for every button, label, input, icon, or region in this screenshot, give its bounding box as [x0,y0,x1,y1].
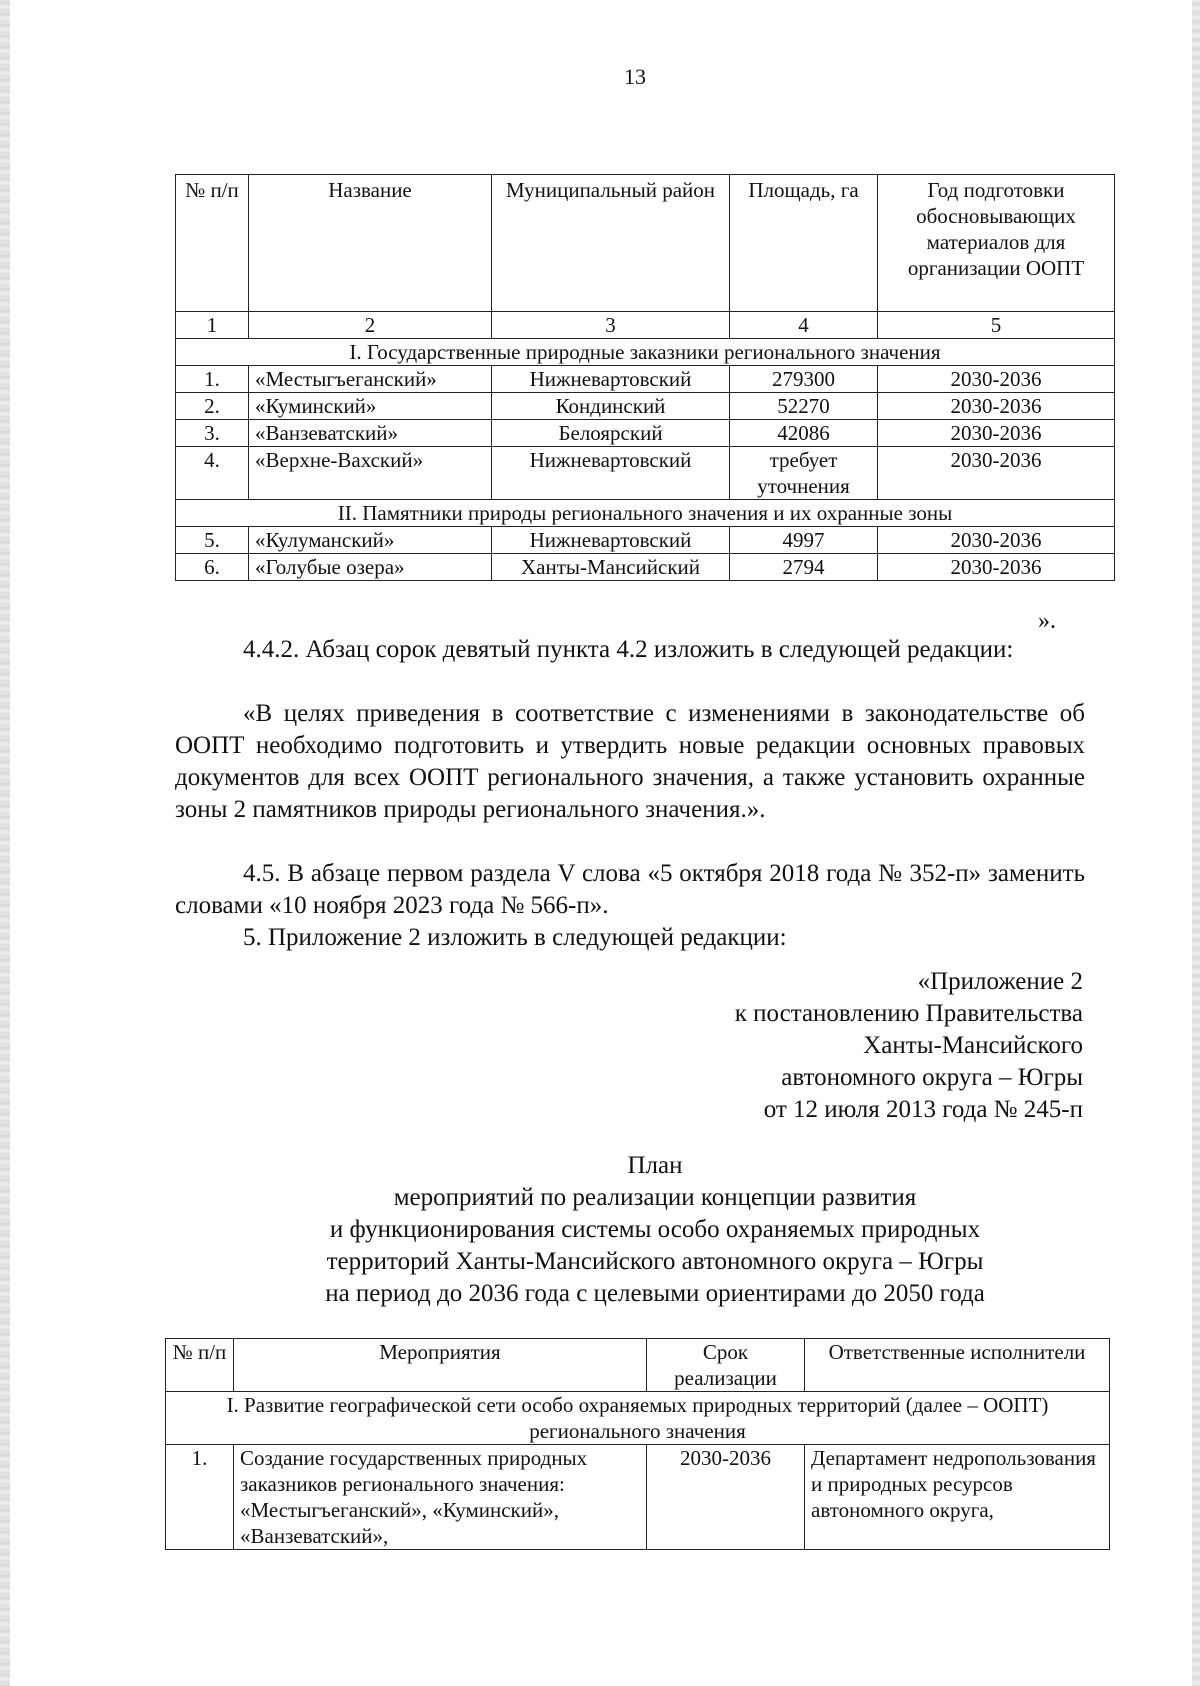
row-name: «Куминский» [249,393,492,420]
row-name: «Кулуманский» [249,527,492,554]
row-district: Нижневартовский [492,447,730,500]
row-activity: Создание государственных природных заказников регионального значения: «Местыгъеганский», «Куминский», «Ванзеватский», [234,1445,647,1550]
row-year: 2030-2036 [878,554,1115,581]
header-cell-number: № п/п [176,175,249,312]
header-cell-number: № п/п [166,1339,234,1392]
row-year: 2030-2036 [878,420,1115,447]
page-number: 13 [624,64,646,89]
column-number-row [176,312,1115,339]
row-number: 4. [176,447,249,500]
plan-title-line: на период до 2036 года с целевыми ориентирами до 2050 года [325,1280,985,1307]
plan-title-line: и функционирования системы особо охраняемых природных [329,1216,981,1243]
table-row [176,366,1115,393]
table-header-row [166,1339,1110,1392]
scan-edge-left [0,0,10,1686]
table-row [166,1445,1110,1550]
row-district: Нижневартовский [492,527,730,554]
row-area: требует уточнения [730,447,878,500]
header-cell-name: Название [249,175,492,312]
row-name: «Голубые озера» [249,554,492,581]
section-row [166,1392,1110,1445]
appendix-line: автономного округа – Югры [781,1064,1083,1091]
row-area: 42086 [730,420,878,447]
appendix-line: Ханты-Мансийского [863,1032,1083,1059]
plan-title-line: мероприятий по реализации концепции развития [393,1184,917,1211]
row-number: 5. [176,527,249,554]
header-cell-responsible: Ответственные исполнители [805,1339,1110,1392]
appendix-line: «Приложение 2 [917,968,1083,995]
protected-areas-table [175,174,1115,581]
plan-table [165,1338,1110,1550]
row-term: 2030-2036 [647,1445,805,1550]
column-number: 3 [492,312,730,339]
column-number: 5 [878,312,1115,339]
table-row [176,420,1115,447]
table-row [176,554,1115,581]
row-name: «Ванзеватский» [249,420,492,447]
row-area: 52270 [730,393,878,420]
appendix-reference [735,966,1083,1126]
plan-title-line: территорий Ханты-Мансийского автономного округа – Югры [326,1248,984,1275]
row-name: «Верхне-Вахский» [249,447,492,500]
row-number: 6. [176,554,249,581]
row-district: Белоярский [492,420,730,447]
row-area: 279300 [730,366,878,393]
header-cell-term: Срок реализации [647,1339,805,1392]
column-number: 2 [249,312,492,339]
section-heading: I. Государственные природные заказники регионального значения [176,339,1115,366]
table-row [176,447,1115,500]
header-cell-year: Год подготовки обосновывающих материалов для организации ООПТ [878,175,1115,312]
table-row [176,393,1115,420]
section-heading: II. Памятники природы регионального значения и их охранные зоны [176,500,1115,527]
appendix-line: от 12 июля 2013 года № 245-п [763,1096,1083,1123]
column-number: 4 [730,312,878,339]
row-district: Ханты-Мансийский [492,554,730,581]
column-number: 1 [176,312,249,339]
section-row [176,500,1115,527]
row-number: 3. [176,420,249,447]
row-number: 1. [176,366,249,393]
section-row [176,339,1115,366]
scan-edge-right [1192,0,1200,1686]
plan-title [175,1150,1135,1310]
header-cell-area: Площадь, га [730,175,878,312]
table-row [176,527,1115,554]
row-number: 1. [166,1445,234,1550]
table-header-row [176,175,1115,312]
row-year: 2030-2036 [878,447,1115,500]
row-responsible: Департамент недропользования и природных ресурсов автономного округа, [805,1445,1110,1550]
closing-quote: ». [1038,608,1056,634]
plan-title-line: План [627,1152,683,1179]
row-number: 2. [176,393,249,420]
row-district: Кондинский [492,393,730,420]
row-year: 2030-2036 [878,393,1115,420]
header-cell-district: Муниципальный район [492,175,730,312]
paragraph-quoted-text: «В целях приведения в соответствие с изменениями в законодательстве об ООПТ необходимо подготовить и утвердить новые редакции основных правовых документов для всех ООПТ регионального значения, а также установить охранные зоны 2 памятников природы регионального значения.». [175,700,1085,823]
row-name: «Местыгъеганский» [249,366,492,393]
row-area: 4997 [730,527,878,554]
row-district: Нижневартовский [492,366,730,393]
row-year: 2030-2036 [878,366,1115,393]
row-year: 2030-2036 [878,527,1115,554]
paragraph-4-5: 4.5. В абзаце первом раздела V слова «5 октября 2018 года № 352-п» заменить словами «10 ноября 2023 года № 566-п». [175,860,1085,919]
header-cell-activity: Мероприятия [234,1339,647,1392]
appendix-line: к постановлению Правительства [734,1000,1083,1027]
paragraph-5: 5. Приложение 2 изложить в следующей редакции: [243,924,787,951]
section-heading: I. Развитие географической сети особо охраняемых природных территорий (далее – ООПТ) регионального значения [166,1392,1110,1445]
paragraph-4-4-2: 4.4.2. Абзац сорок девятый пункта 4.2 изложить в следующей редакции: [243,636,1014,663]
row-area: 2794 [730,554,878,581]
